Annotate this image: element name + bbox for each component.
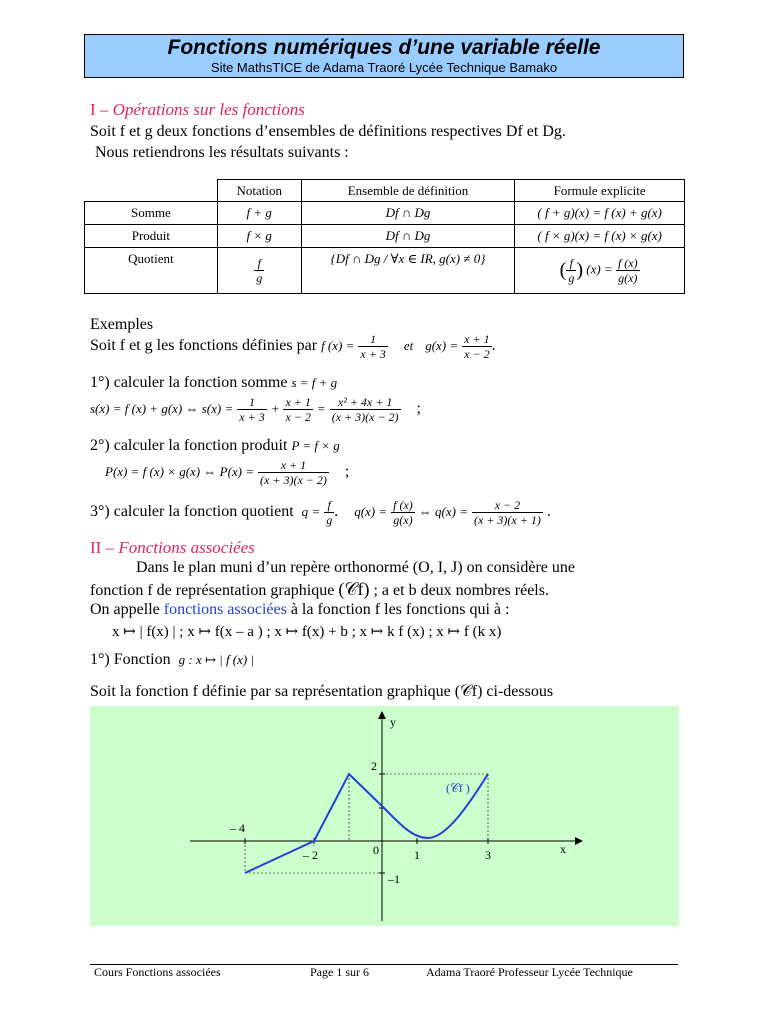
title-box [84, 34, 684, 78]
question-sum: 1°) calculer la fonction somme s = f + g [90, 374, 338, 391]
table-row: Quotient $\frac{f}{g}$ {Df ∩ Dg / ∀x ∈ IR, g(x) ≠ 0} ( $\frac{f}{g}$ ) (x) = $\frac{f (x)}{g(x)}$ [85, 248, 685, 294]
tick-label-minus1: –1 [388, 872, 400, 886]
page-subtitle: Site MathsTICE de Adama Traoré Lycée Technique Bamako [210, 60, 558, 75]
section1-intro-line1: Soit f et g deux fonctions d’ensembles de définitions respectives Df et Dg. [90, 123, 566, 140]
associated-functions-term: fonctions associées [163, 601, 287, 618]
graph-intro: Soit la fonction f définie par sa représentation graphique (𝒞f) ci-dessous [90, 683, 554, 700]
table-row: Produit f × g Df ∩ Dg ( f × g)(x) = f (x) × g(x) [85, 225, 685, 248]
product-computation: P(x) = f (x) × g(x) ⇔ P(x) = $\frac{x + 1}{(x + 3)(x - 2)}$ ; [105, 458, 350, 487]
page-title: Fonctions numériques d’une variable réelle [167, 36, 601, 59]
graph-svg [90, 706, 679, 926]
tick-label-minus4: – 4 [230, 821, 245, 835]
table-header-domain: Ensemble de définition [301, 180, 515, 202]
operations-table [84, 179, 685, 294]
section2-p3: On appelle fonctions associées à la fonction f les fonctions qui à : [90, 601, 510, 618]
table-header-formula: Formule explicite [515, 180, 685, 202]
table-row: Somme f + g Df ∩ Dg ( f + g)(x) = f (x) + g(x) [85, 202, 685, 225]
footer-left: Cours Fonctions associées [94, 965, 221, 979]
tick-label-origin: 0 [373, 843, 379, 857]
examples-title: Exemples [90, 316, 154, 333]
section1-heading: I – Opérations sur les fonctions [90, 100, 305, 119]
section2-p2: fonction f de représentation graphique (𝒞f) ; a et b deux nombres réels. [90, 579, 549, 599]
table-header-notation: Notation [217, 180, 301, 202]
tick-label-1: 1 [414, 848, 420, 862]
section2-heading: II – Fonctions associées [90, 538, 255, 557]
function-graph [90, 706, 679, 926]
associated-mappings: x ↦ | f(x) | ; x ↦ f(x – a ) ; x ↦ f(x) + b ; x ↦ k f (x) ; x ↦ f (k x) [112, 624, 502, 640]
section2-p1: Dans le plan muni d’un repère orthonormé (O, I, J) on considère une [136, 559, 575, 576]
tick-label-minus2: – 2 [303, 848, 318, 862]
tick-label-3: 3 [485, 848, 491, 862]
table-corner [85, 180, 218, 202]
y-axis-label: y [390, 715, 396, 729]
x-axis-label: x [560, 842, 566, 856]
sum-computation: s(x) = f (x) + g(x) ⇔ s(x) = $\frac{1}{x + 3}$ + $\frac{x + 1}{x - 2}$ = $\frac{\text{x² + 4x + 1}}{(x + 3)(x - 2)}$ ; [90, 395, 421, 424]
section1-intro-line2: Nous retiendrons les résultats suivants : [95, 144, 349, 161]
item1-heading: 1°) Fonction g : x ↦ | f (x) | [90, 651, 255, 668]
footer-page-number: Page 1 sur 6 [310, 965, 369, 979]
footer-right: Adama Traoré Professeur Lycée Technique [426, 965, 633, 979]
page-footer [90, 964, 678, 979]
tick-label-y2: 2 [371, 759, 377, 773]
examples-definition: Soit f et g les fonctions définies par f (x) = $\frac{1}{x + 3}$ et g(x) = $\frac{x + 1}{x - 2}$ . [90, 332, 496, 361]
curve-label: (𝒞f ) [446, 781, 470, 795]
question-quotient: 3°) calculer la fonction quotient q = $\frac{f}{g}$ . q(x) = $\frac{f (x)}{g(x)}$ ⇔ q(x) = $\frac{x - 2}{(x + 3)(x + 1)}$ . [90, 498, 551, 527]
question-product: 2°) calculer la fonction produit P = f × g [90, 437, 340, 454]
